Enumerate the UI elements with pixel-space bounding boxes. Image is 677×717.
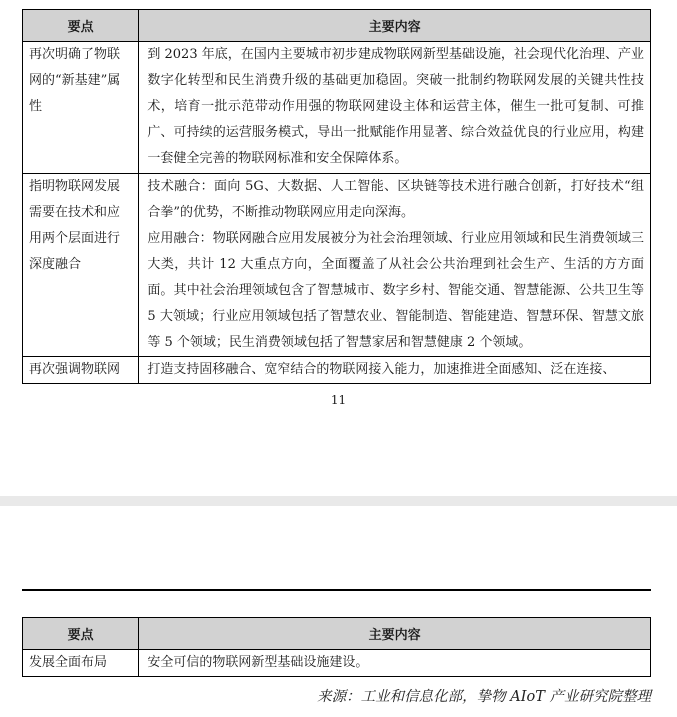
header-key: 要点: [23, 618, 139, 650]
row-key: 再次明确了物联网的“新基建”属性: [23, 42, 139, 174]
key-points-table-page-11: [22, 9, 651, 384]
row-key: 发展全面布局: [23, 650, 139, 677]
header-content: 主要内容: [139, 10, 651, 42]
content-paragraph: 技术融合：面向 5G、大数据、人工智能、区块链等技术进行融合创新，打好技术“组合拳”的优势，不断推动物联网应用走向深海。: [147, 179, 644, 220]
row-content: [139, 42, 651, 174]
table-row: [23, 174, 651, 357]
content-paragraph: 打造支持固移融合、宽窄结合的物联网接入能力，加速推进全面感知、泛在连接、: [147, 362, 616, 377]
content-paragraph: 应用融合：物联网融合应用发展被分为社会治理领域、行业应用领域和民生消费领域三大类，共计 12 大重点方向，全面覆盖了从社会公共治理到社会生产、生活的方方面面。其中社会治理领域包含了智慧城市、数字乡村、智能交通、智慧能源、公共卫生等 5 大领域；行业应用领域包括了智慧农业、智能制造、智能建造、智慧环保、智慧文旅等 5 个领域；民生消费领域包括了智慧家居和智慧健康 2 个领域。: [147, 231, 644, 350]
row-key: 再次强调物联网: [23, 357, 139, 384]
row-content: [139, 357, 651, 384]
key-points-table-continued: [22, 617, 651, 677]
source-note: 来源：工业和信息化部，挚物 AIoT 产业研究院整理: [317, 689, 651, 705]
page-number: 11: [330, 393, 347, 407]
row-content: [139, 174, 651, 357]
table-row: [23, 357, 651, 384]
header-content: 主要内容: [139, 618, 651, 650]
table-header-row: [23, 10, 651, 42]
page-top-rule: [22, 589, 651, 591]
header-key: 要点: [23, 10, 139, 42]
table-row: [23, 650, 651, 677]
row-content: [139, 650, 651, 677]
table-header-row: [23, 618, 651, 650]
content-paragraph: 到 2023 年底，在国内主要城市初步建成物联网新型基础设施，社会现代化治理、产业数字化转型和民生消费升级的基础更加稳固。突破一批制约物联网发展的关键共性技术，培育一批示范带动作用强的物联网建设主体和运营主体，催生一批可复制、可推广、可持续的运营服务模式，导出一批赋能作用显著、综合效益优良的行业应用，构建一套健全完善的物联网标准和安全保障体系。: [147, 47, 644, 166]
content-paragraph: 安全可信的物联网新型基础设施建设。: [147, 655, 369, 670]
table-row: [23, 42, 651, 174]
row-key: 指明物联网发展需要在技术和应用两个层面进行深度融合: [23, 174, 139, 357]
page-separator: [0, 496, 677, 506]
